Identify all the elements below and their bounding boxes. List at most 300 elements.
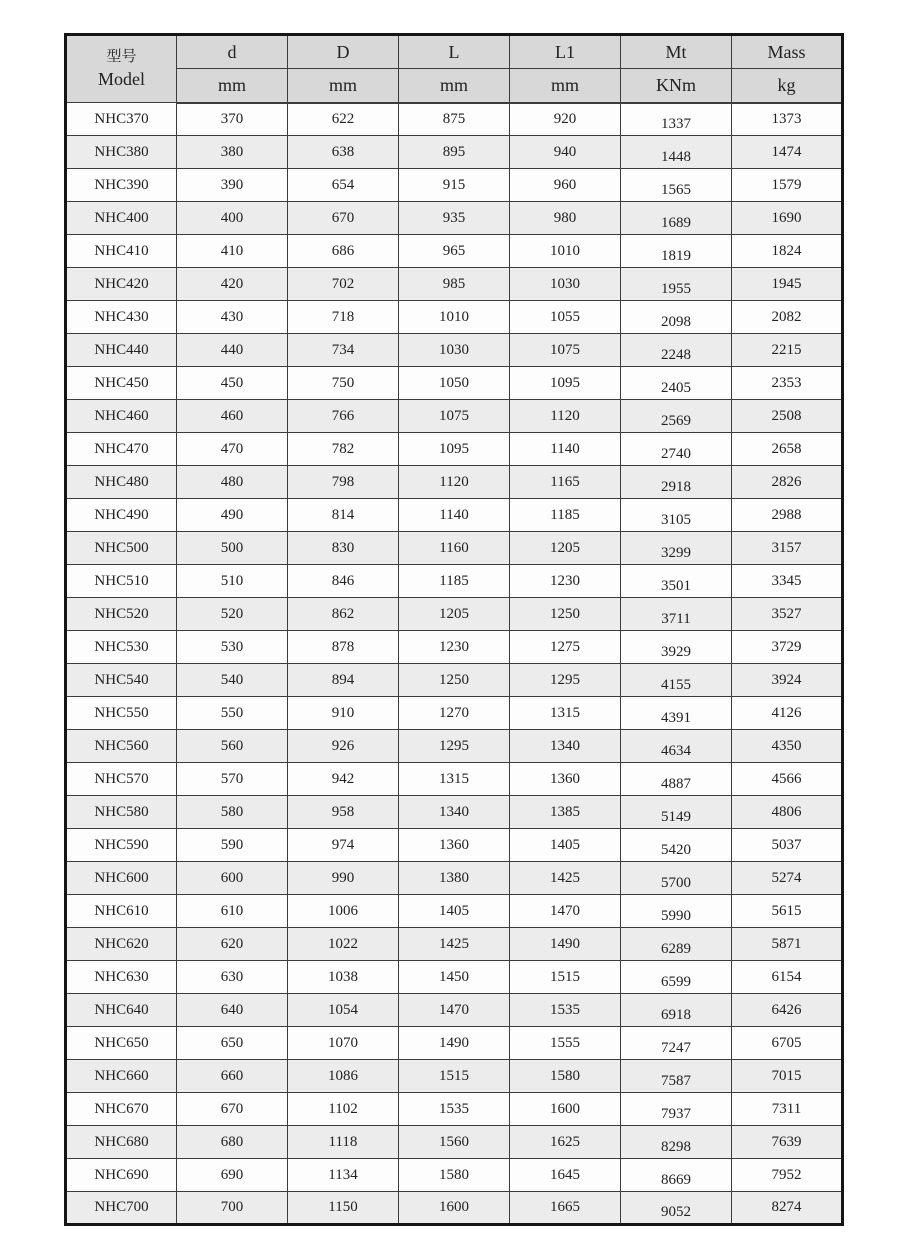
cell-value: 4566: [771, 770, 802, 787]
cell-value: NHC480: [94, 473, 149, 490]
cell-value: NHC510: [94, 572, 149, 589]
cell-value: 5700: [661, 874, 691, 891]
cell-L1: [510, 928, 621, 961]
cell-model: [66, 334, 177, 367]
cell-Mass: [732, 202, 843, 235]
cell-Mass: [732, 565, 843, 598]
cell-model: [66, 1192, 177, 1225]
cell-value: 965: [442, 242, 466, 259]
cell-model: [66, 235, 177, 268]
table-row: [66, 697, 843, 730]
cell-value: 814: [331, 506, 355, 523]
cell-L1: [510, 730, 621, 763]
cell-d: [177, 1126, 288, 1159]
cell-value: 550: [220, 704, 244, 721]
cell-L1: [510, 565, 621, 598]
cell-value: 1470: [550, 902, 580, 919]
cell-value: 5274: [771, 869, 802, 886]
cell-value: 6289: [661, 940, 691, 957]
cell-value: 7311: [771, 1100, 802, 1117]
cell-model: [66, 136, 177, 169]
cell-Mt: [621, 136, 732, 169]
cell-Mass: [732, 1192, 843, 1225]
cell-L: [399, 103, 510, 136]
cell-value: NHC440: [94, 341, 149, 358]
cell-value: 1275: [550, 638, 580, 655]
cell-model: [66, 961, 177, 994]
cell-D: [288, 400, 399, 433]
cell-Mt: [621, 103, 732, 136]
cell-value: 1600: [550, 1100, 580, 1117]
cell-value: 430: [220, 308, 244, 325]
cell-d: [177, 367, 288, 400]
cell-value: 3299: [661, 544, 691, 561]
cell-model: [66, 301, 177, 334]
table-row: [66, 1027, 843, 1060]
cell-L1: [510, 235, 621, 268]
cell-value: 940: [553, 143, 577, 160]
cell-value: NHC460: [94, 407, 149, 424]
cell-value: 2508: [771, 407, 802, 424]
table-row: [66, 235, 843, 268]
cell-value: NHC370: [94, 110, 149, 127]
cell-D: [288, 301, 399, 334]
cell-value: 846: [331, 572, 355, 589]
cell-Mt: [621, 829, 732, 862]
cell-L1: [510, 1060, 621, 1093]
cell-value: 894: [331, 671, 355, 688]
cell-value: 370: [220, 110, 244, 127]
cell-value: 935: [442, 209, 466, 226]
cell-value: 1425: [439, 935, 469, 952]
cell-Mass: [732, 598, 843, 631]
unit-d: mm: [177, 69, 288, 103]
table-row: [66, 994, 843, 1027]
cell-value: 490: [220, 506, 244, 523]
cell-D: [288, 664, 399, 697]
cell-value: 1185: [439, 572, 469, 589]
cell-value: 1380: [439, 869, 469, 886]
cell-value: 974: [331, 836, 355, 853]
cell-value: 1515: [550, 968, 580, 985]
cell-L1: [510, 1192, 621, 1225]
cell-value: 4806: [771, 803, 802, 820]
cell-model: [66, 598, 177, 631]
cell-value: NHC420: [94, 275, 149, 292]
cell-value: 718: [331, 308, 355, 325]
cell-Mt: [621, 1192, 732, 1225]
cell-value: 985: [442, 275, 466, 292]
cell-value: 480: [220, 473, 244, 490]
cell-L: [399, 268, 510, 301]
cell-L: [399, 796, 510, 829]
cell-value: 942: [331, 770, 355, 787]
cell-value: NHC660: [94, 1067, 149, 1084]
cell-L: [399, 631, 510, 664]
cell-L: [399, 136, 510, 169]
cell-value: 610: [220, 902, 244, 919]
cell-value: 875: [442, 110, 466, 127]
cell-d: [177, 697, 288, 730]
cell-value: 640: [220, 1001, 244, 1018]
cell-L1: [510, 1126, 621, 1159]
cell-Mass: [732, 1159, 843, 1192]
cell-value: 2405: [661, 379, 691, 396]
cell-Mt: [621, 631, 732, 664]
cell-Mt: [621, 169, 732, 202]
cell-value: 5871: [771, 935, 802, 952]
cell-d: [177, 598, 288, 631]
cell-value: 1340: [439, 803, 469, 820]
header-unit-row: [66, 69, 843, 103]
cell-value: 1120: [439, 473, 469, 490]
cell-Mass: [732, 1126, 843, 1159]
cell-L: [399, 961, 510, 994]
cell-L: [399, 1159, 510, 1192]
cell-value: 7937: [661, 1105, 691, 1122]
cell-value: 1360: [439, 836, 469, 853]
header-Mt: Mt: [621, 35, 732, 69]
cell-value: 2353: [771, 374, 802, 391]
cell-value: 6599: [661, 973, 691, 990]
cell-value: 910: [331, 704, 355, 721]
table-row: [66, 598, 843, 631]
cell-value: 4887: [661, 775, 691, 792]
cell-L1: [510, 499, 621, 532]
cell-L: [399, 730, 510, 763]
cell-d: [177, 136, 288, 169]
table-row: [66, 565, 843, 598]
table-row: [66, 433, 843, 466]
cell-value: NHC680: [94, 1133, 149, 1150]
cell-value: NHC690: [94, 1166, 149, 1183]
cell-model: [66, 994, 177, 1027]
cell-value: NHC500: [94, 539, 149, 556]
cell-L1: [510, 136, 621, 169]
cell-value: 3527: [771, 605, 802, 622]
cell-D: [288, 1126, 399, 1159]
cell-value: NHC450: [94, 374, 149, 391]
cell-D: [288, 1159, 399, 1192]
unit-Mt: KNm: [621, 69, 732, 103]
cell-value: 2826: [771, 473, 802, 490]
cell-L1: [510, 895, 621, 928]
cell-L: [399, 1027, 510, 1060]
cell-value: 926: [331, 737, 355, 754]
cell-value: 1373: [771, 110, 802, 127]
cell-D: [288, 235, 399, 268]
cell-value: 1665: [550, 1199, 580, 1215]
cell-value: NHC670: [94, 1100, 149, 1117]
cell-D: [288, 1027, 399, 1060]
cell-value: 470: [220, 440, 244, 457]
cell-model: [66, 1126, 177, 1159]
cell-value: 510: [220, 572, 244, 589]
cell-value: 1250: [439, 671, 469, 688]
cell-L1: [510, 796, 621, 829]
cell-Mass: [732, 763, 843, 796]
unit-L: mm: [399, 69, 510, 103]
cell-value: 782: [331, 440, 355, 457]
cell-Mt: [621, 1159, 732, 1192]
cell-value: 1230: [550, 572, 580, 589]
cell-value: 6705: [771, 1034, 802, 1051]
cell-Mass: [732, 400, 843, 433]
cell-value: 5615: [771, 902, 802, 919]
cell-value: 590: [220, 836, 244, 853]
table-row: [66, 499, 843, 532]
cell-L: [399, 1192, 510, 1225]
cell-value: 5149: [661, 808, 691, 825]
cell-value: 1054: [328, 1001, 358, 1018]
cell-L: [399, 367, 510, 400]
table-row: [66, 664, 843, 697]
cell-value: 1490: [439, 1034, 469, 1051]
cell-D: [288, 730, 399, 763]
cell-value: 1315: [439, 770, 469, 787]
cell-value: 5420: [661, 841, 691, 858]
cell-value: 670: [331, 209, 355, 226]
cell-value: NHC630: [94, 968, 149, 985]
cell-d: [177, 928, 288, 961]
cell-value: 2988: [771, 506, 802, 523]
cell-Mass: [732, 928, 843, 961]
table-row: [66, 301, 843, 334]
cell-value: 1945: [771, 275, 802, 292]
cell-Mt: [621, 1060, 732, 1093]
cell-Mt: [621, 367, 732, 400]
cell-value: 1185: [550, 506, 580, 523]
cell-value: NHC570: [94, 770, 149, 787]
cell-value: 1579: [771, 176, 802, 193]
cell-value: 1490: [550, 935, 580, 952]
header-d: d: [177, 35, 288, 69]
cell-value: 1955: [661, 280, 691, 297]
cell-value: 2248: [661, 346, 691, 363]
spec-table-container: [64, 33, 844, 1226]
cell-value: NHC540: [94, 671, 149, 688]
cell-value: 5990: [661, 907, 691, 924]
cell-value: 1690: [771, 209, 802, 226]
cell-L1: [510, 367, 621, 400]
cell-Mt: [621, 499, 732, 532]
cell-L1: [510, 1093, 621, 1126]
cell-model: [66, 400, 177, 433]
cell-value: 1205: [550, 539, 580, 556]
unit-L1: mm: [510, 69, 621, 103]
cell-value: 400: [220, 209, 244, 226]
cell-value: 1022: [328, 935, 358, 952]
cell-L: [399, 433, 510, 466]
cell-value: 7015: [771, 1067, 802, 1084]
cell-value: 380: [220, 143, 244, 160]
cell-value: 1250: [550, 605, 580, 622]
cell-value: 622: [331, 110, 355, 127]
cell-model: [66, 103, 177, 136]
cell-model: [66, 367, 177, 400]
cell-D: [288, 1060, 399, 1093]
cell-value: 580: [220, 803, 244, 820]
cell-Mt: [621, 1093, 732, 1126]
cell-d: [177, 730, 288, 763]
cell-value: 1270: [439, 704, 469, 721]
cell-d: [177, 103, 288, 136]
cell-Mt: [621, 994, 732, 1027]
cell-L1: [510, 961, 621, 994]
cell-value: 7587: [661, 1072, 691, 1089]
cell-L1: [510, 202, 621, 235]
cell-value: 4634: [661, 742, 691, 759]
cell-D: [288, 367, 399, 400]
cell-model: [66, 1027, 177, 1060]
cell-D: [288, 598, 399, 631]
cell-value: 878: [331, 638, 355, 655]
cell-value: NHC380: [94, 143, 149, 160]
cell-Mass: [732, 664, 843, 697]
cell-D: [288, 103, 399, 136]
cell-Mt: [621, 202, 732, 235]
cell-value: 1535: [439, 1100, 469, 1117]
cell-value: 540: [220, 671, 244, 688]
table-row: [66, 400, 843, 433]
cell-value: NHC410: [94, 242, 149, 259]
cell-value: 1474: [771, 143, 802, 160]
cell-Mass: [732, 829, 843, 862]
cell-value: NHC650: [94, 1034, 149, 1051]
cell-d: [177, 301, 288, 334]
cell-d: [177, 862, 288, 895]
cell-value: 702: [331, 275, 355, 292]
cell-value: 734: [331, 341, 355, 358]
cell-value: 3711: [661, 610, 691, 627]
cell-value: 1140: [439, 506, 469, 523]
cell-D: [288, 169, 399, 202]
cell-value: 600: [220, 869, 244, 886]
cell-Mass: [732, 169, 843, 202]
cell-L1: [510, 433, 621, 466]
cell-Mt: [621, 862, 732, 895]
header-model: [66, 35, 177, 103]
table-row: [66, 367, 843, 400]
cell-Mt: [621, 697, 732, 730]
cell-L1: [510, 400, 621, 433]
cell-L1: [510, 532, 621, 565]
table-row: [66, 1060, 843, 1093]
cell-L1: [510, 169, 621, 202]
header-L: L: [399, 35, 510, 69]
cell-value: 2082: [771, 308, 802, 325]
cell-Mt: [621, 961, 732, 994]
cell-value: 460: [220, 407, 244, 424]
cell-value: 7639: [771, 1133, 802, 1150]
cell-Mass: [732, 631, 843, 664]
cell-value: 750: [331, 374, 355, 391]
cell-Mass: [732, 697, 843, 730]
cell-d: [177, 268, 288, 301]
cell-value: 650: [220, 1034, 244, 1051]
cell-value: NHC530: [94, 638, 149, 655]
cell-L1: [510, 598, 621, 631]
cell-L: [399, 334, 510, 367]
cell-value: 1165: [550, 473, 580, 490]
table-row: [66, 928, 843, 961]
header-Mass: Mass: [732, 35, 843, 69]
cell-value: NHC490: [94, 506, 149, 523]
cell-value: 6918: [661, 1006, 691, 1023]
cell-model: [66, 763, 177, 796]
cell-L: [399, 1060, 510, 1093]
cell-value: 1075: [550, 341, 580, 358]
cell-value: 1102: [328, 1100, 358, 1117]
cell-d: [177, 565, 288, 598]
cell-Mass: [732, 466, 843, 499]
cell-L: [399, 499, 510, 532]
cell-value: 520: [220, 605, 244, 622]
cell-d: [177, 1027, 288, 1060]
cell-Mass: [732, 994, 843, 1027]
cell-value: 1070: [328, 1034, 358, 1051]
cell-value: 958: [331, 803, 355, 820]
cell-value: 680: [220, 1133, 244, 1150]
table-row: [66, 169, 843, 202]
cell-value: NHC640: [94, 1001, 149, 1018]
cell-value: 1095: [550, 374, 580, 391]
cell-value: 1230: [439, 638, 469, 655]
cell-D: [288, 1093, 399, 1126]
cell-D: [288, 895, 399, 928]
cell-Mt: [621, 664, 732, 697]
table-row: [66, 1159, 843, 1192]
cell-L1: [510, 862, 621, 895]
cell-Mt: [621, 895, 732, 928]
cell-value: 3924: [771, 671, 802, 688]
cell-value: 1120: [550, 407, 580, 424]
cell-L1: [510, 763, 621, 796]
cell-value: 862: [331, 605, 355, 622]
cell-value: 1340: [550, 737, 580, 754]
header-model-en: Model: [98, 68, 145, 89]
cell-value: 7952: [771, 1166, 802, 1183]
cell-Mass: [732, 334, 843, 367]
cell-Mt: [621, 532, 732, 565]
cell-value: 766: [331, 407, 355, 424]
cell-value: 990: [331, 869, 355, 886]
cell-model: [66, 928, 177, 961]
cell-value: 1385: [550, 803, 580, 820]
cell-value: 895: [442, 143, 466, 160]
cell-Mt: [621, 598, 732, 631]
cell-value: 1824: [771, 242, 802, 259]
unit-Mass: kg: [732, 69, 843, 103]
cell-Mt: [621, 730, 732, 763]
cell-model: [66, 631, 177, 664]
table-row: [66, 1126, 843, 1159]
cell-L: [399, 532, 510, 565]
cell-model: [66, 895, 177, 928]
cell-L: [399, 862, 510, 895]
cell-D: [288, 763, 399, 796]
cell-value: 2569: [661, 412, 691, 429]
cell-value: 3929: [661, 643, 691, 660]
cell-L: [399, 169, 510, 202]
cell-value: 660: [220, 1067, 244, 1084]
cell-value: NHC700: [94, 1199, 149, 1215]
cell-value: 1689: [661, 214, 691, 231]
cell-Mt: [621, 334, 732, 367]
cell-D: [288, 796, 399, 829]
cell-Mass: [732, 367, 843, 400]
cell-Mass: [732, 433, 843, 466]
